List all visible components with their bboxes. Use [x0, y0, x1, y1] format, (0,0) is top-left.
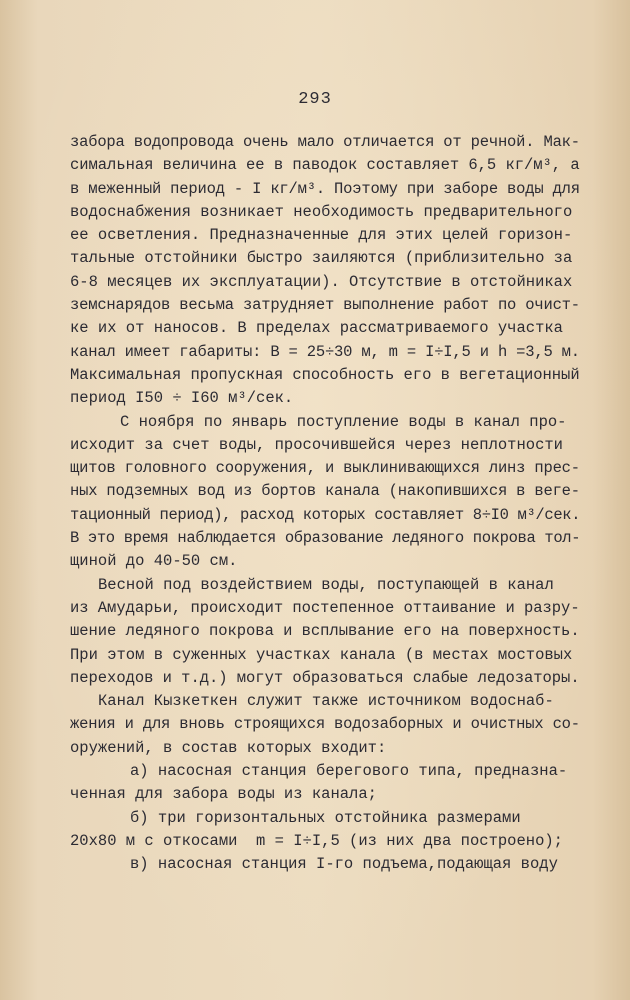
- text-line: ных подземных вод из бортов канала (накопившихся в веге-: [70, 482, 580, 501]
- text-line: забора водопровода очень мало отличается от речной. Мак-: [70, 133, 580, 151]
- text-line: шение ледяного покрова и всплывание его на поверхность.: [70, 622, 580, 641]
- text-line: симальная величина ее в паводок составляет 6,5 кг/м³, а: [70, 156, 580, 175]
- text-line: 6-8 месяцев их эксплуатации). Отсутствие в отстойниках: [70, 272, 573, 291]
- page-number: 293: [298, 90, 332, 109]
- text-line: ее осветления. Предназначенные для этих целей горизон-: [70, 226, 573, 245]
- text-line: В это время наблюдается образование ледяного покрова тол-: [70, 529, 581, 548]
- text-line: ке их от наносов. В пределах рассматриваемого участка: [70, 319, 563, 338]
- text-line: жения и для вновь строящихся водозаборных и очистных со-: [70, 715, 580, 734]
- text-line: в) насосная станция I-го подъема,подающая воду: [130, 855, 558, 874]
- text-line: Максимальная пропускная способность его в вегетационный: [70, 365, 580, 384]
- text-line: тационный период), расход которых составляет 8÷I0 м³/сек.: [70, 505, 581, 524]
- text-line: б) три горизонтальных отстойника размерами: [130, 808, 521, 827]
- text-line: оружений, в состав которых входит:: [70, 738, 387, 757]
- text-line: тальные отстойники быстро заиляются (приблизительно за: [70, 249, 573, 268]
- text-line: щиной до 40-50 см.: [70, 552, 238, 571]
- text-line: из Амударьи, происходит постепенное оттаивание и разру-: [70, 598, 580, 617]
- text-line: 20х80 м с откосами m = I÷I,5 (из них два построено);: [70, 831, 563, 850]
- text-line: С ноября по январь поступление воды в канал про-: [120, 412, 567, 431]
- text-line: ченная для забора воды из канала;: [70, 785, 377, 804]
- text-line: Канал Кызкеткен служит также источником водоснаб-: [98, 692, 554, 711]
- text-line: Весной под воздействием воды, поступающей в канал: [98, 575, 554, 594]
- text-line: в меженный период - I кг/м³. Поэтому при заборе воды для: [70, 179, 580, 198]
- text-line: исходит за счет воды, просочившейся через неплотности: [70, 435, 563, 454]
- body-text: [70, 131, 580, 877]
- text-line: земснарядов весьма затрудняет выполнение работ по очист-: [70, 296, 580, 315]
- text-line: а) насосная станция берегового типа, предназна-: [130, 762, 568, 781]
- text-line: переходов и т.д.) могут образоваться слабые ледозаторы.: [70, 668, 580, 687]
- text-line: щитов головного сооружения, и выклинивающихся линз прес-: [70, 459, 580, 478]
- text-line: канал имеет габариты: B = 25÷30 м, m = I÷I,5 и h =3,5 м.: [70, 342, 580, 361]
- text-line: водоснабжения возникает необходимость предварительного: [70, 202, 573, 221]
- text-line: период I50 ÷ I60 м³/сек.: [70, 389, 294, 408]
- text-line: При этом в суженных участках канала (в местах мостовых: [70, 645, 573, 664]
